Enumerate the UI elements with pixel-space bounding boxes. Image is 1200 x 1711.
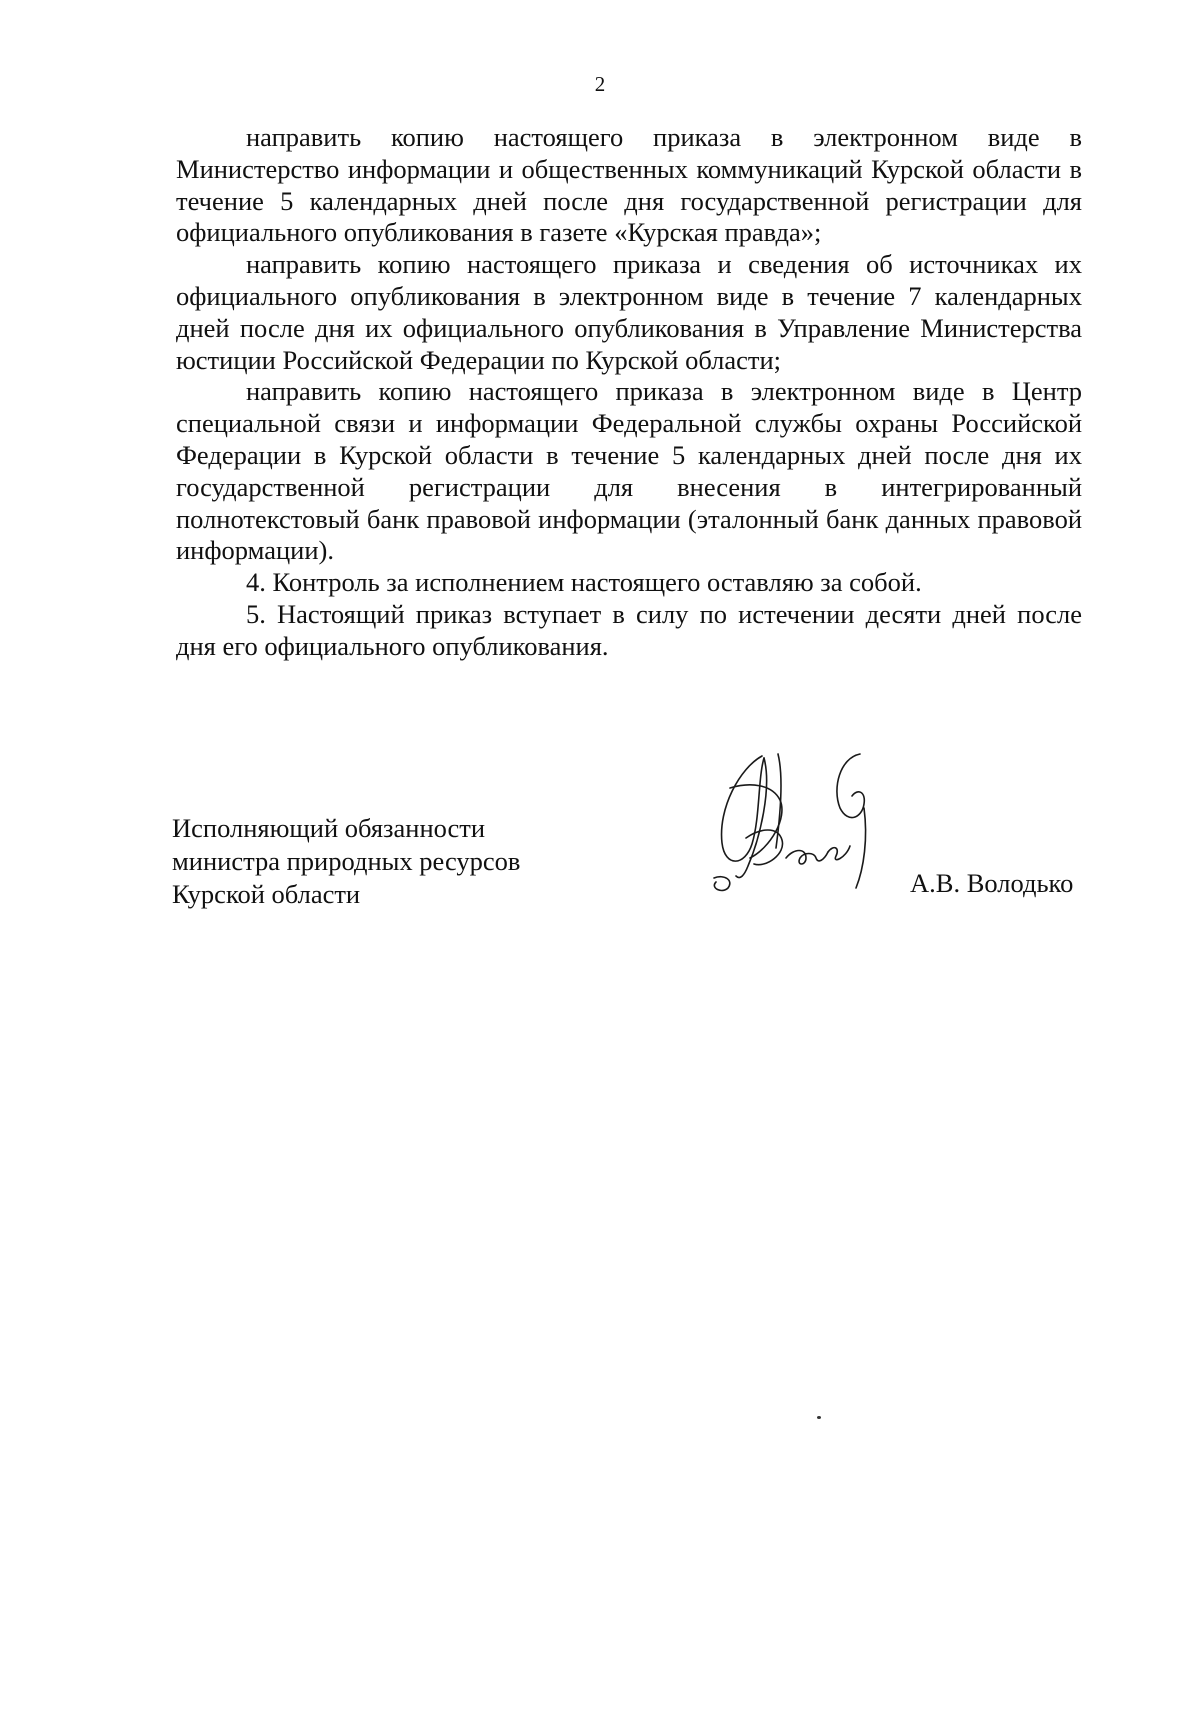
- signer-name: А.В. Володько: [910, 868, 1074, 898]
- paragraph-send-to-justice: направить копию настоящего приказа и сведения об источниках их официального опубликования в электронном виде в течение 7 календарных дней после дня их официального опубликования в Управление Министерства юстиции Российской Федерации по Курской области;: [176, 249, 1082, 375]
- signatory-title-line2: министра природных ресурсов: [172, 846, 521, 876]
- paragraph-control-clause: 4. Контроль за исполнением настоящего оставляю за собой.: [246, 567, 922, 598]
- paragraph-send-to-special-center: направить копию настоящего приказа в электронном виде в Центр специальной связи и информации Федеральной службы охраны Российской Федерации в Курской области в течение 5 календарных дней после дня их государственной регистрации для внесения в интегрированный полнотекстовый банк правовой информации (эталонный банк данных правовой информации).: [176, 376, 1082, 566]
- page-number: 2: [594, 72, 606, 96]
- scan-speck: [817, 1416, 821, 1419]
- paragraph-effective-date: 5. Настоящий приказ вступает в силу по истечении десяти дней после дня его официального опубликования.: [176, 598, 1082, 661]
- signatory-title-line3: Курской области: [172, 879, 361, 909]
- handwritten-signature: [700, 748, 900, 908]
- paragraph-send-to-ministry: направить копию настоящего приказа в электронном виде в Министерство информации и общественных коммуникаций Курской области в течение 5 календарных дней после дня государственной регистрации для официального опубликования в газете «Курская правда»;: [176, 122, 1082, 248]
- signatory-title-line1: Исполняющий обязанности: [172, 813, 486, 843]
- document-body: [176, 122, 1082, 663]
- signatory-block: [172, 812, 520, 911]
